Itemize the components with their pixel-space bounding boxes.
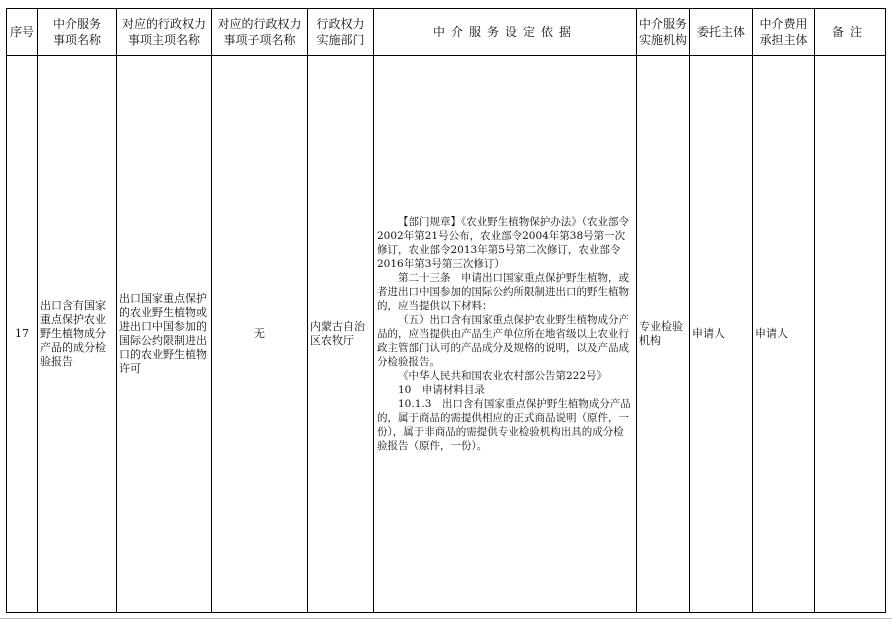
header-sub-item [212, 9, 308, 56]
header-agency [637, 9, 690, 56]
header-agency-line2: 实施机构 [638, 33, 687, 47]
cell-remarks [815, 56, 886, 613]
basis-paragraph: 第二十三条 申请出口国家重点保护野生植物，或者进出口中国参加的国际公约所限制进出口的野生植物的，应当提供以下材料： [377, 272, 629, 312]
table-row [7, 56, 886, 613]
basis-paragraph: 【部门规章】《农业野生植物保护办法》（农业部令2002年第21号公布，农业部令2004年第38号第一次修订，农业部令2013年第5号第二次修订，农业部令2016年第3号第三次修订） [377, 216, 629, 270]
header-basis [374, 9, 637, 56]
cell-seq: 17 [7, 56, 38, 613]
header-fee-bearer [753, 9, 815, 56]
header-service-name-line1: 中介服务 [52, 17, 101, 31]
intermediary-services-table [6, 8, 886, 613]
header-agency-line1: 中介服务 [638, 17, 687, 31]
cell-principal: 申请人 [690, 56, 753, 613]
service-items-sheet [6, 8, 885, 613]
header-department-line1: 行政权力 [316, 17, 365, 31]
header-basis-label: 中介服务设定依据 [432, 25, 577, 39]
cell-agency: 专业检验机构 [637, 56, 690, 613]
cell-fee-bearer: 申请人 [753, 56, 815, 613]
page-bottom-rule [0, 618, 892, 619]
header-fee-bearer-line2: 承担主体 [759, 33, 808, 47]
header-sub-item-line1: 对应的行政权力 [217, 17, 302, 31]
basis-paragraph: 10 申请材料目录 [398, 384, 485, 396]
basis-paragraph: （五）出口含有国家重点保护农业野生植物成分产品的，应当提供由产品生产单位所在地省级以上农业行政主管部门认可的产品成分及规格的说明，以及产品成分检验报告。 [377, 314, 629, 368]
header-remarks [815, 9, 886, 56]
header-fee-bearer-line1: 中介费用 [759, 17, 808, 31]
cell-department: 内蒙古自治区农牧厅 [308, 56, 374, 613]
cell-basis [374, 56, 637, 613]
basis-paragraph: 《中华人民共和国农业农村部公告第222号》 [398, 370, 608, 382]
header-department-line2: 实施部门 [316, 33, 365, 47]
header-sub-item-line2: 事项子项名称 [223, 33, 296, 47]
header-department [308, 9, 374, 56]
header-main-item [117, 9, 212, 56]
header-seq: 序号 [7, 9, 38, 56]
header-service-name-line2: 事项名称 [52, 33, 101, 47]
cell-sub-item: 无 [212, 56, 308, 613]
cell-service-name: 出口含有国家重点保护农业野生植物成分产品的成分检验报告 [38, 56, 117, 613]
header-main-item-line1: 对应的行政权力 [121, 17, 206, 31]
cell-main-item: 出口国家重点保护的农业野生植物或进出口中国参加的国际公约限制进出口的农业野生植物许可 [117, 56, 212, 613]
header-principal: 委托主体 [690, 9, 753, 56]
header-service-name [38, 9, 117, 56]
header-main-item-line2: 事项主项名称 [127, 33, 200, 47]
header-remarks-label: 备注 [831, 25, 868, 39]
header-row [7, 9, 886, 56]
basis-paragraph: 10.1.3 出口含有国家重点保护野生植物成分产品的，属于商品的需提供相应的正式商品说明（原件，一份），属于非商品的需提供专业检验机构出具的成分检验报告（原件，一份）。 [377, 398, 631, 452]
